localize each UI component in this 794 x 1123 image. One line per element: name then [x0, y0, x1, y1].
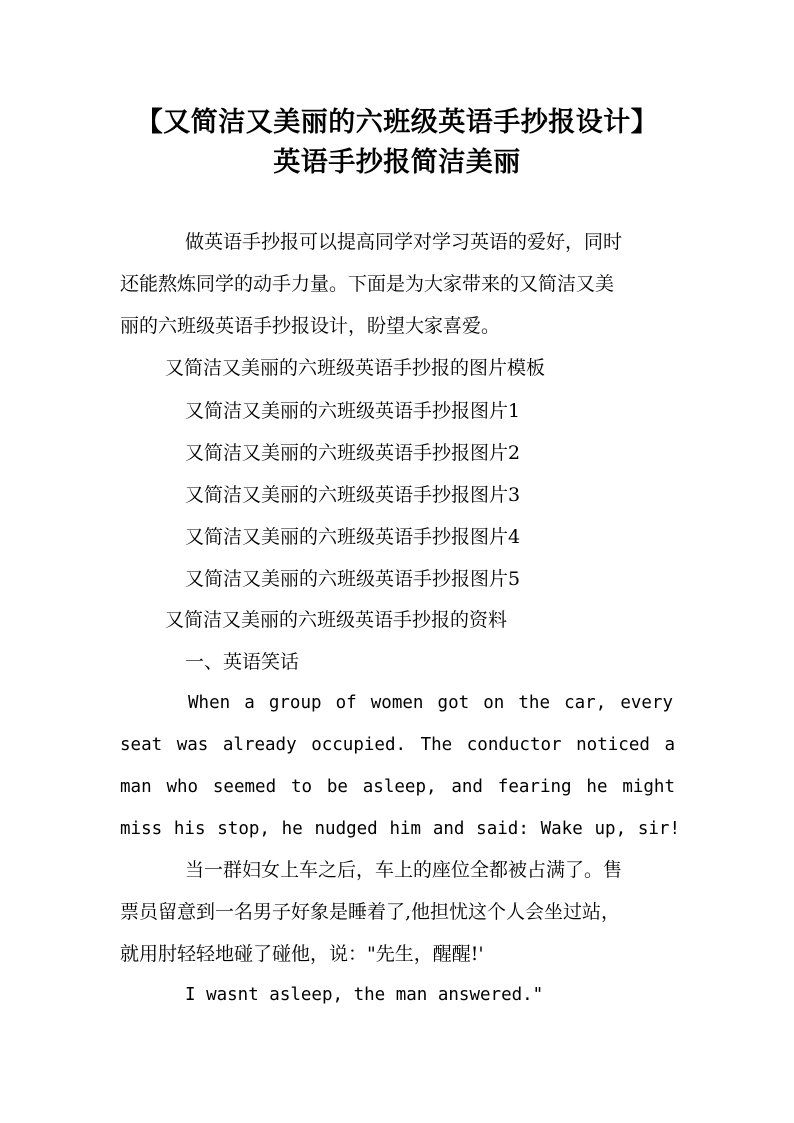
joke-chinese-line-2: 票员留意到一名男子好象是睡着了,他担忧这个人会坐过站，	[120, 901, 621, 923]
joke-english-line-3: man who seemed to be asleep, and fearing he might	[120, 777, 675, 797]
joke-english-line-4: miss his stop, he nudged him and said: Wake up, sir!	[120, 819, 680, 839]
joke-reply-line: I wasnt asleep, the man answered."	[185, 985, 544, 1005]
joke-chinese-line-1: 当一群妇女上车之后，车上的座位全都被占满了。售	[185, 859, 623, 881]
intro-line-1: 做英语手抄报可以提高同学对学习英语的爱好，同时	[185, 231, 623, 253]
subsection-heading-jokes: 一、英语笑话	[185, 651, 300, 673]
picture-caption-4: 又简洁又美丽的六班级英语手抄报图片4	[185, 526, 521, 548]
picture-caption-3: 又简洁又美丽的六班级英语手抄报图片3	[185, 484, 521, 506]
page-title-line-2: 英语手抄报简洁美丽	[273, 147, 521, 178]
section-heading-templates: 又简洁又美丽的六班级英语手抄报的图片模板	[165, 357, 546, 379]
intro-line-3: 丽的六班级英语手抄报设计，盼望大家喜爱。	[120, 315, 501, 337]
intro-line-2: 还能熬炼同学的动手力量。下面是为大家带来的又简洁又美	[120, 273, 615, 295]
joke-english-line-1: When a group of women got on the car, every	[188, 693, 673, 713]
joke-chinese-line-3: 就用肘轻轻地碰了碰他，说："先生，醒醒!'	[120, 943, 484, 965]
page-title-line-1: 【又简洁又美丽的六班级英语手抄报设计】	[135, 107, 659, 138]
picture-caption-5: 又简洁又美丽的六班级英语手抄报图片5	[185, 568, 521, 590]
section-heading-materials: 又简洁又美丽的六班级英语手抄报的资料	[165, 609, 508, 631]
picture-caption-1: 又简洁又美丽的六班级英语手抄报图片1	[185, 400, 521, 422]
joke-english-line-2: seat was already occupied. The conductor noticed a	[120, 735, 675, 755]
picture-caption-2: 又简洁又美丽的六班级英语手抄报图片2	[185, 442, 521, 464]
